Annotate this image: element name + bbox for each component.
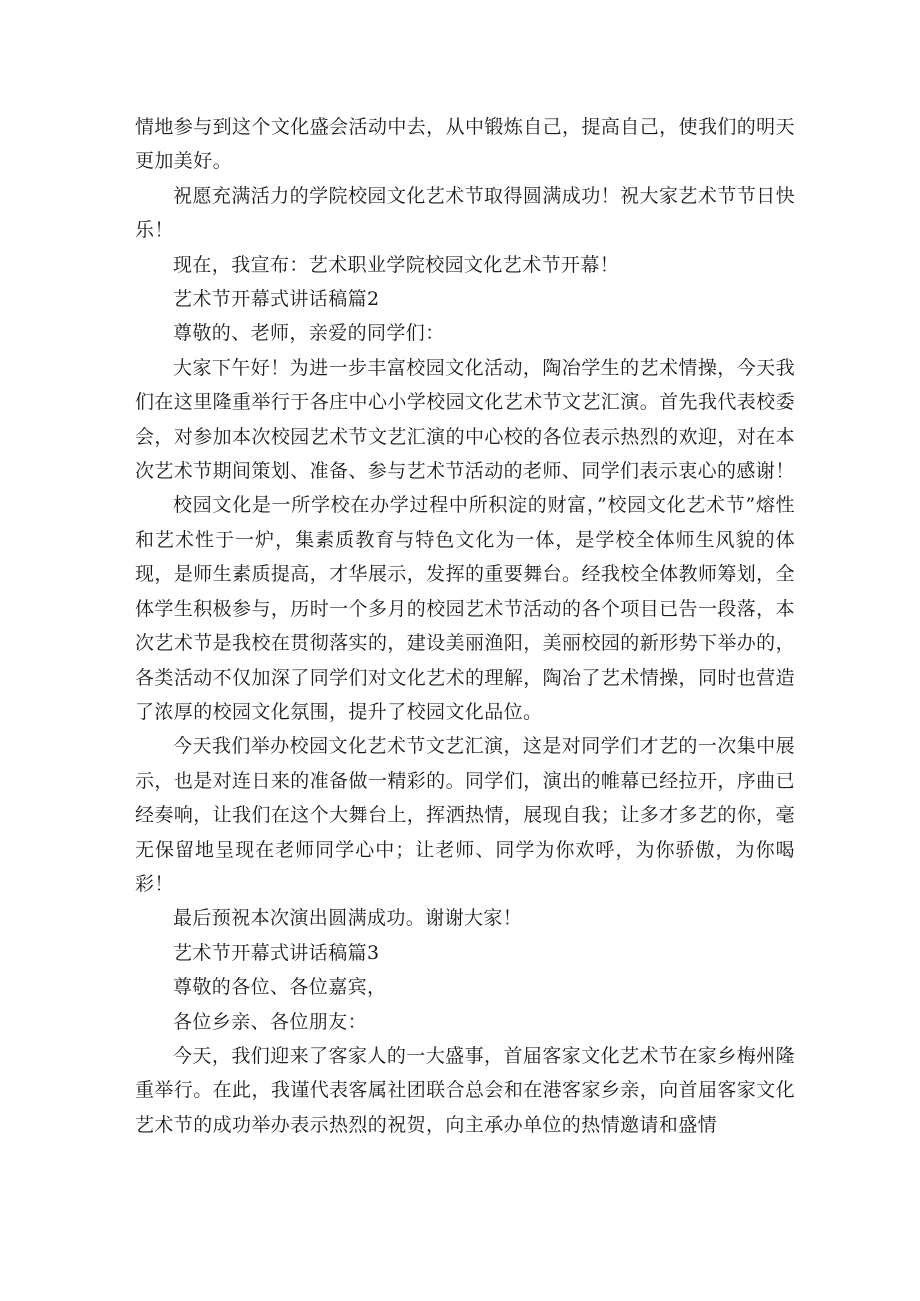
salutation: 尊敬的各位、各位嘉宾， [173, 976, 387, 999]
paragraph: 情地参与到这个文化盛会活动中去，从中锻炼自己，提高自己，使我们的明天更加美好。 [135, 116, 795, 173]
paragraph: 今天，我们迎来了客家人的一大盛事，首届客家文化艺术节在家乡梅州隆重举行。在此，我谨代表客属社团联合总会和在港客家乡亲，向首届客家文化艺术节的成功举办表示热烈的祝贺，向主承办单位的热情邀请和盛情 [135, 1044, 795, 1136]
paragraph: 现在，我宣布：艺术职业学院校园文化艺术节开幕！ [173, 253, 620, 276]
section-heading: 艺术节开幕式讲话稿篇2 [173, 288, 380, 311]
paragraph: 今天我们举办校园文化艺术节文艺汇演，这是对同学们才艺的一次集中展示，也是对连日来的准备做一精彩的。同学们，演出的帷幕已经拉开，序曲已经奏响，让我们在这个大舞台上，挥洒热情，展现自我；让多才多艺的你，毫无保留地呈现在老师同学心中；让老师、同学为你欢呼，为你骄傲，为你喝彩！ [135, 735, 795, 895]
paragraph: 祝愿充满活力的学院校园文化艺术节取得圆满成功！祝大家艺术节节日快乐！ [135, 184, 795, 242]
section-heading: 艺术节开幕式讲话稿篇3 [173, 941, 380, 964]
salutation: 各位乡亲、各位朋友： [173, 1010, 368, 1033]
document-body [135, 110, 795, 1142]
paragraph: 大家下午好！为进一步丰富校园文化活动，陶冶学生的艺术情操，今天我们在这里隆重举行于各庄中心小学校园文化艺术节文艺汇演。首先我代表校委会，对参加本次校园艺术节文艺汇演的中心校的各位表示热烈的欢迎，对在本次艺术节期间策划、准备、参与艺术节活动的老师、同学们表示衷心的感谢！ [135, 356, 795, 483]
salutation: 尊敬的、老师，亲爱的同学们： [173, 322, 445, 345]
paragraph: 校园文化是一所学校在办学过程中所积淀的财富，”校园文化艺术节”熔性和艺术性于一炉，集素质教育与特色文化为一体，是学校全体师生风貌的体现，是师生素质提高，才华展示，发挥的重要舞台。经我校全体教师筹划，全体学生积极参与，历时一个多月的校园艺术节活动的各个项目已告一段落，本次艺术节是我校在贯彻落实的，建设美丽渔阳，美丽校园的新形势下举办的，各类活动不仅加深了同学们对文化艺术的理解，陶冶了艺术情操，同时也营造了浓厚的校园文化氛围，提升了校园文化品位。 [135, 494, 795, 723]
paragraph: 最后预祝本次演出圆满成功。谢谢大家！ [173, 907, 523, 930]
